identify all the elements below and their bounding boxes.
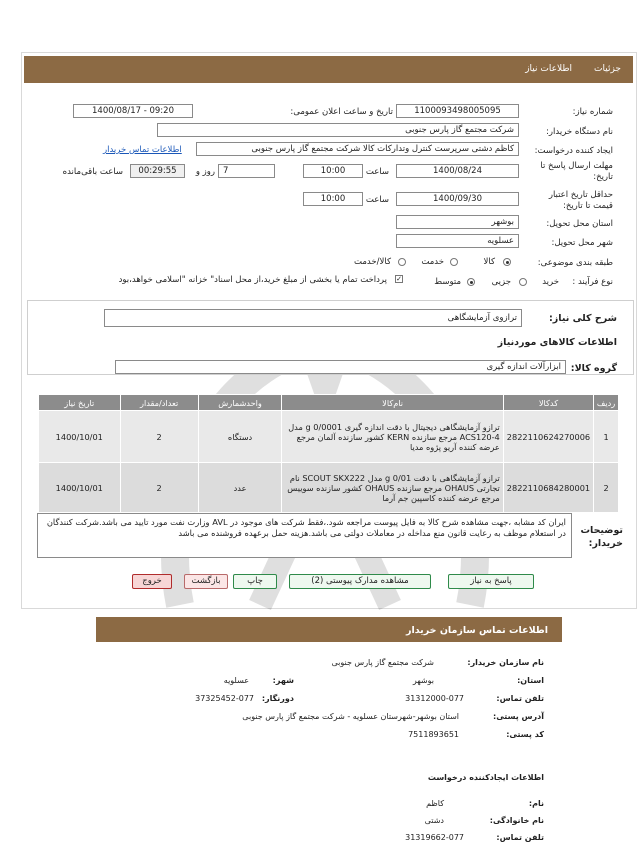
need-number-label: شماره نیاز:: [572, 107, 613, 117]
contact-phone-value: 31312000-077: [405, 694, 464, 703]
postal-label: کد پستی:: [506, 730, 544, 739]
creator-phone-label: تلفن تماس:: [496, 833, 544, 842]
goods-table: [38, 394, 619, 513]
cell-row-number: 1: [594, 411, 619, 463]
cell-unit: عدد: [198, 463, 282, 513]
validity-label-2: قیمت تا تاریخ:: [562, 201, 613, 211]
category-radio-goods[interactable]: [503, 258, 511, 266]
table-header-row: [39, 395, 619, 411]
category-radio-goods-service[interactable]: [398, 258, 406, 266]
contact-province-label: استان:: [517, 676, 544, 685]
header-goods-code: کدکالا: [503, 395, 593, 411]
buyer-notes-label: توضیحات: [580, 525, 623, 536]
buyer-contact-link[interactable]: اطلاعات تماس خریدار: [103, 145, 182, 155]
buyer-field: شرکت مجتمع گاز پارس جنوبی: [157, 123, 519, 137]
remaining-label: ساعت باقی‌مانده: [62, 167, 123, 177]
validity-time-field: 10:00: [303, 192, 363, 206]
process-medium-label: متوسط: [434, 277, 461, 287]
print-button[interactable]: چاپ: [233, 574, 277, 589]
cell-need-date: 1400/10/01: [39, 463, 121, 513]
announce-label: تاریخ و ساعت اعلان عمومی:: [290, 107, 393, 117]
timer-field: 00:29:55: [130, 164, 185, 178]
payment-checkbox[interactable]: ✓: [396, 275, 402, 283]
deadline-label-2: تاریخ:: [593, 172, 613, 182]
cell-unit: دستگاه: [198, 411, 282, 463]
category-goods-label: کالا: [483, 257, 495, 267]
attachments-button[interactable]: مشاهده مدارک پیوستی (2): [289, 574, 431, 589]
org-label: نام سازمان خریدار:: [467, 658, 544, 667]
category-service-label: خدمت: [421, 257, 444, 267]
creator-name-value: کاظم: [426, 799, 444, 808]
process-purchase-label: خرید: [542, 277, 559, 287]
buyer-label: نام دستگاه خریدار:: [546, 127, 613, 137]
days-field: 7: [218, 164, 275, 178]
contact-phone-label: تلفن تماس:: [496, 694, 544, 703]
header-goods-name: نام‌کالا: [282, 395, 503, 411]
city-field: عسلویه: [396, 234, 519, 248]
summary-label: شرح کلی نیاز:: [548, 313, 617, 324]
payment-note: پرداخت تمام یا بخشی از مبلغ خرید،از محل اسناد" خزانه "اسلامی خواهد،بود: [118, 275, 387, 285]
table-row: [39, 463, 619, 513]
process-minor-label: جزیی: [491, 277, 511, 287]
creator-name-label: نام:: [528, 799, 544, 808]
creator-family-label: نام خانوادگی:: [489, 816, 544, 825]
goods-group-label: گروه کالا:: [570, 363, 617, 374]
address-label: آدرس پستی:: [493, 712, 544, 721]
province-field: بوشهر: [396, 215, 519, 229]
need-number-field: 1100093498005095: [396, 104, 519, 118]
contact-title: اطلاعات تماس سازمان خریدار: [405, 625, 548, 636]
process-radio-medium[interactable]: [467, 278, 475, 286]
cell-quantity: 2: [120, 463, 198, 513]
validity-label: حداقل تاریخ اعتبار: [548, 190, 613, 200]
city-label: شهر محل تحویل:: [551, 238, 613, 248]
contact-city-value: عسلویه: [223, 676, 249, 685]
reply-button[interactable]: پاسخ به نیاز: [448, 574, 534, 589]
tab-details[interactable]: جزئیات: [594, 64, 621, 74]
contact-fax-label: دورنگار:: [261, 694, 294, 703]
creator-field: کاظم دشتی سرپرست کنترل وتدارکات کالا شرکت مجتمع گاز پارس جنوبی: [196, 142, 519, 156]
province-label: استان محل تحویل:: [546, 219, 613, 229]
process-radio-minor[interactable]: [519, 278, 527, 286]
deadline-date-field: 1400/08/24: [396, 164, 519, 178]
validity-date-field: 1400/09/30: [396, 192, 519, 206]
postal-value: 7511893651: [408, 730, 459, 739]
category-goods-service-label: کالا/خدمت: [354, 257, 391, 267]
contact-fax-value: 37325452-077: [195, 694, 254, 703]
buyer-notes-label-2: خریدار:: [588, 538, 623, 549]
table-row: [39, 411, 619, 463]
cell-goods-name: ترازو آزمایشگاهی دیجیتال با دقت اندازه گیری 0/0001 g مدل ACS120-4 مرجع سازنده KERN کشور سازنده آلمان مرجع عرضه کننده آریو پژوه مدیا: [282, 411, 503, 463]
deadline-label: مهلت ارسال پاسخ تا: [540, 161, 613, 171]
validity-time-label: ساعت: [365, 195, 389, 205]
cell-goods-code: 2822110624270006: [503, 411, 593, 463]
cell-need-date: 1400/10/01: [39, 411, 121, 463]
deadline-time-field: 10:00: [303, 164, 363, 178]
header-row-number: ردیف: [594, 395, 619, 411]
category-label: طبقه بندی موضوعی:: [537, 258, 613, 268]
process-label: نوع فرآیند :: [572, 277, 613, 287]
cell-goods-name: ترازو آزمایشگاهی با دقت 0/01 g مدل SCOUT SKX222 نام تجارتی OHAUS مرجع سازنده OHAUS کشور سازنده سوییس مرجع عرضه کننده کاسپین جم آرما: [282, 463, 503, 513]
header-need-date: تاریخ نیاز: [39, 395, 121, 411]
header-quantity: تعداد/مقدار: [120, 395, 198, 411]
creator-family-value: دشتی: [424, 816, 444, 825]
creator-label: ایجاد کننده درخواست:: [534, 146, 613, 156]
contact-city-label: شهر:: [272, 676, 294, 685]
cell-quantity: 2: [120, 411, 198, 463]
back-button[interactable]: بازگشت: [184, 574, 228, 589]
creator-phone-value: 31319662-077: [405, 833, 464, 842]
header-bar: [24, 56, 633, 83]
announce-field: 1400/08/17 - 09:20: [73, 104, 193, 118]
contact-header-bar: [96, 617, 562, 642]
summary-field: ترازوی آزمایشگاهی: [104, 309, 522, 327]
goods-group-field: ابزارآلات اندازه گیری: [115, 360, 566, 374]
header-unit: واحدشمارش: [198, 395, 282, 411]
org-value: شرکت مجتمع گاز پارس جنوبی: [331, 658, 434, 667]
deadline-time-label: ساعت: [365, 167, 389, 177]
buyer-notes-field: ایران کد مشابه ،جهت مشاهده شرح کالا به فایل پیوست مراجعه شود.،فقط شرکت های موجود در AVL وزارت نفت مورد تایید می باشد.شرکت کنندگان در استعلام موظف به رعایت قانون منع مداخله در معاملات دولتی می باشد.هزینه حمل برعهده فروشنده می باشد: [37, 513, 572, 558]
creator-info-title: اطلاعات ایجادکننده درخواست: [427, 773, 544, 782]
contact-province-value: بوشهر: [412, 676, 434, 685]
category-radio-service[interactable]: [450, 258, 458, 266]
goods-info-title: اطلاعات کالاهای موردنیاز: [497, 337, 617, 348]
cell-row-number: 2: [594, 463, 619, 513]
day-label: روز و: [195, 167, 215, 177]
cell-goods-code: 2822110684280001: [503, 463, 593, 513]
tab-need-info[interactable]: اطلاعات نیاز: [525, 64, 572, 74]
address-value: استان بوشهر-شهرستان عسلویه - شرکت مجتمع گاز پارس جنوبی: [242, 712, 459, 721]
exit-button[interactable]: خروج: [132, 574, 172, 589]
